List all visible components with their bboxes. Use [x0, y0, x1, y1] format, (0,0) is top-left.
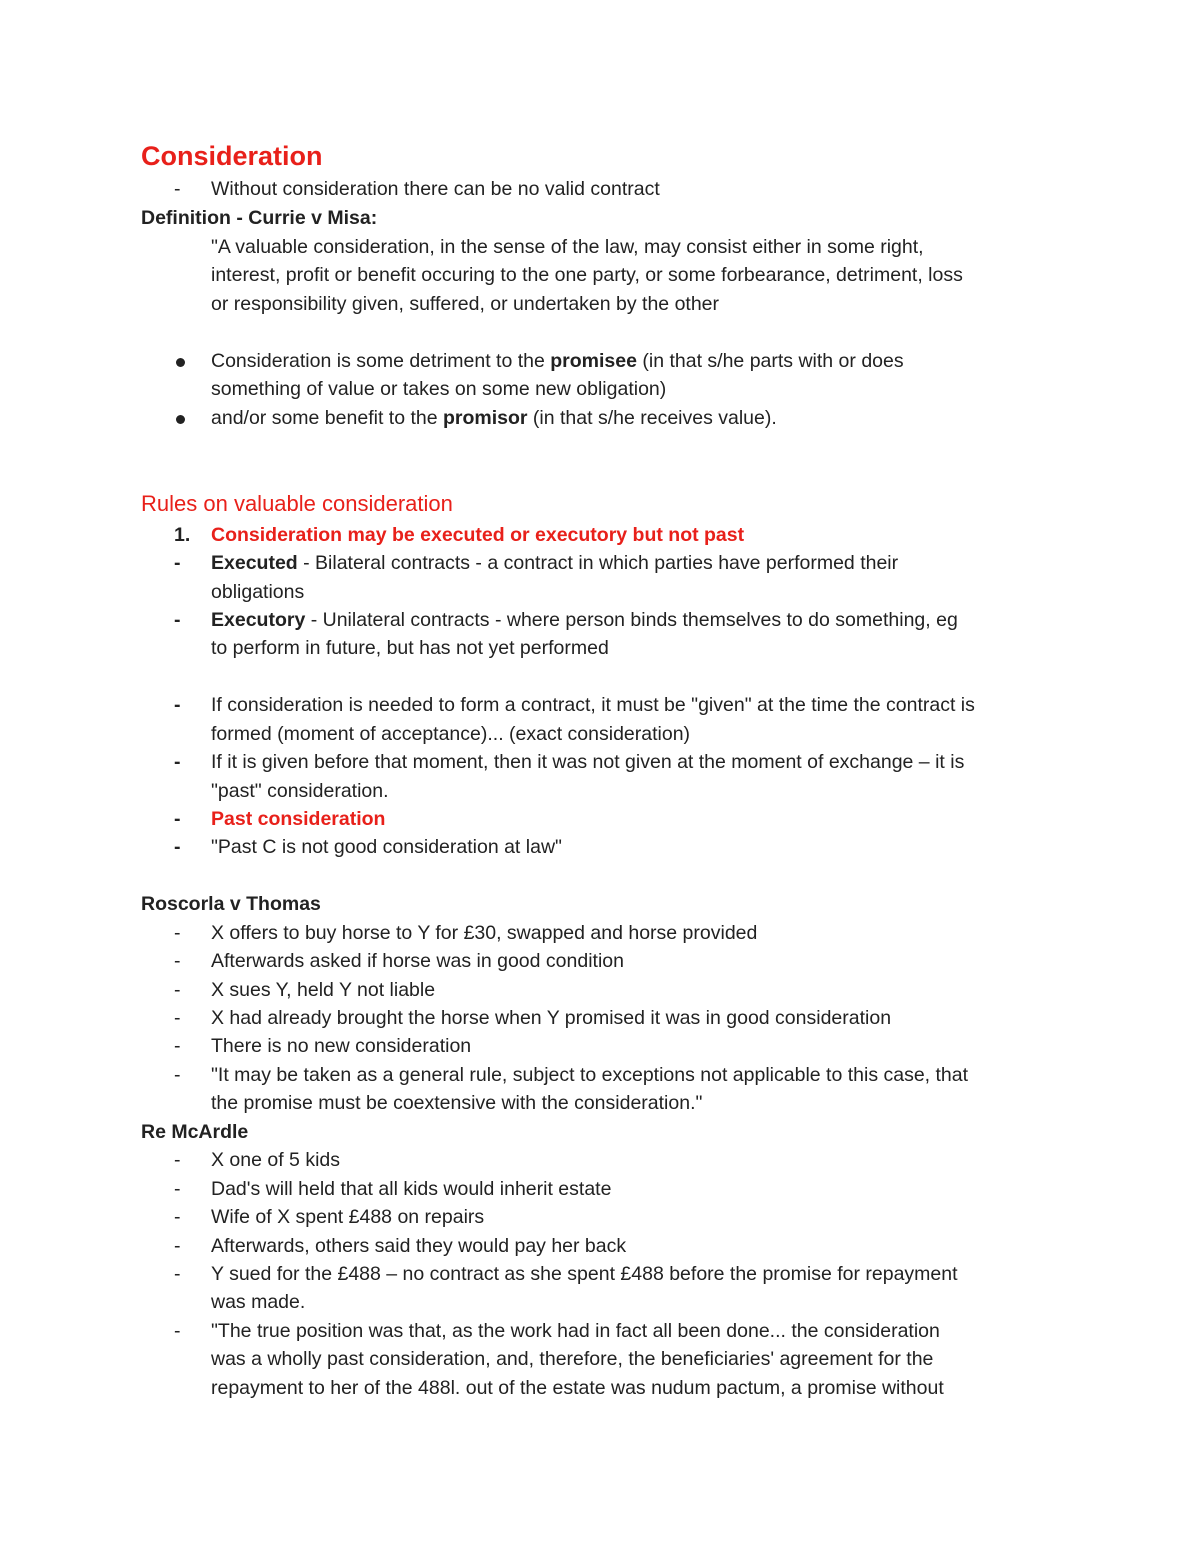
bullet-dot	[176, 415, 185, 424]
executed-item-cont: obligations	[211, 581, 305, 603]
rules-heading: Rules on valuable consideration	[141, 491, 453, 516]
list-item: Dad's will held that all kids would inherit estate	[211, 1178, 612, 1200]
list-item: Y sued for the £488 – no contract as she spent £488 before the promise for repayment	[211, 1263, 958, 1285]
list-item: Wife of X spent £488 on repairs	[211, 1206, 485, 1228]
rule1-title: Consideration may be executed or executory but not past	[211, 524, 745, 546]
quote-line: was a wholly past consideration, and, therefore, the beneficiaries' agreement for the	[211, 1348, 934, 1370]
definition-label: Definition - Currie v Misa:	[141, 207, 378, 229]
dash-bullet: -	[174, 1235, 181, 1257]
dash-bullet: -	[174, 694, 181, 716]
dash-bullet: -	[174, 979, 181, 1001]
list-item: "It may be taken as a general rule, subject to exceptions not applicable to this case, that	[211, 1064, 969, 1086]
page-title: Consideration	[141, 141, 323, 171]
given-item-cont: formed (moment of acceptance)... (exact consideration)	[211, 723, 691, 745]
list-item: X sues Y, held Y not liable	[211, 979, 436, 1001]
case-title-roscorla: Roscorla v Thomas	[141, 893, 321, 915]
rule-number: 1.	[174, 524, 191, 546]
before-item: If it is given before that moment, then it was not given at the moment of exchange – it is	[211, 751, 965, 773]
definition-line: or responsibility given, suffered, or undertaken by the other	[211, 293, 720, 315]
intro-bullet: Without consideration there can be no valid contract	[211, 178, 660, 200]
definition-line: "A valuable consideration, in the sense of the law, may consist either in some right,	[211, 236, 924, 258]
dash-bullet: -	[174, 1035, 181, 1057]
executory-item-cont: to perform in future, but has not yet performed	[211, 637, 609, 659]
dash-bullet: -	[174, 609, 181, 631]
before-item-cont: "past" consideration.	[211, 780, 389, 802]
list-item-cont: the promise must be coextensive with the consideration."	[211, 1092, 703, 1114]
dash-bullet: -	[174, 836, 181, 858]
list-item: X had already brought the horse when Y promised it was in good consideration	[211, 1007, 892, 1029]
past-quote: "Past C is not good consideration at law"	[211, 836, 562, 858]
case-title-mcardle: Re McArdle	[141, 1121, 249, 1143]
given-item: If consideration is needed to form a contract, it must be "given" at the time the contract is	[211, 694, 975, 716]
dash-bullet: -	[174, 178, 181, 200]
dash-bullet: -	[174, 1178, 181, 1200]
past-consideration-heading: Past consideration	[211, 808, 386, 830]
dash-bullet: -	[174, 950, 181, 972]
quote-line: repayment to her of the 488l. out of the estate was nudum pactum, a promise without	[211, 1377, 944, 1399]
dash-bullet: -	[174, 1206, 181, 1228]
promisee-bullet: Consideration is some detriment to the promisee (in that s/he parts with or does	[211, 350, 904, 372]
list-item: X one of 5 kids	[211, 1149, 340, 1171]
dash-bullet: -	[174, 1149, 181, 1171]
quote-line: "The true position was that, as the work had in fact all been done... the consideration	[211, 1320, 940, 1342]
list-item: Afterwards, others said they would pay her back	[211, 1235, 627, 1257]
list-item: X offers to buy horse to Y for £30, swapped and horse provided	[211, 922, 758, 944]
dash-bullet: -	[174, 1263, 181, 1285]
list-item-cont: was made.	[211, 1291, 306, 1313]
dash-bullet: -	[174, 1064, 181, 1086]
list-item: Afterwards asked if horse was in good condition	[211, 950, 624, 972]
dash-bullet: -	[174, 1007, 181, 1029]
definition-line: interest, profit or benefit occuring to the one party, or some forbearance, detriment, loss	[211, 264, 963, 286]
dash-bullet: -	[174, 1320, 181, 1342]
dash-bullet: -	[174, 751, 181, 773]
dash-bullet: -	[174, 808, 181, 830]
promisee-bullet-cont: something of value or takes on some new obligation)	[211, 378, 667, 400]
executory-item: Executory - Unilateral contracts - where person binds themselves to do something, eg	[211, 609, 958, 631]
bullet-dot	[176, 358, 185, 367]
executed-item: Executed - Bilateral contracts - a contract in which parties have performed their	[211, 552, 899, 574]
promisor-bullet: and/or some benefit to the promisor (in that s/he receives value).	[211, 407, 777, 429]
dash-bullet: -	[174, 922, 181, 944]
dash-bullet: -	[174, 552, 181, 574]
list-item: There is no new consideration	[211, 1035, 472, 1057]
